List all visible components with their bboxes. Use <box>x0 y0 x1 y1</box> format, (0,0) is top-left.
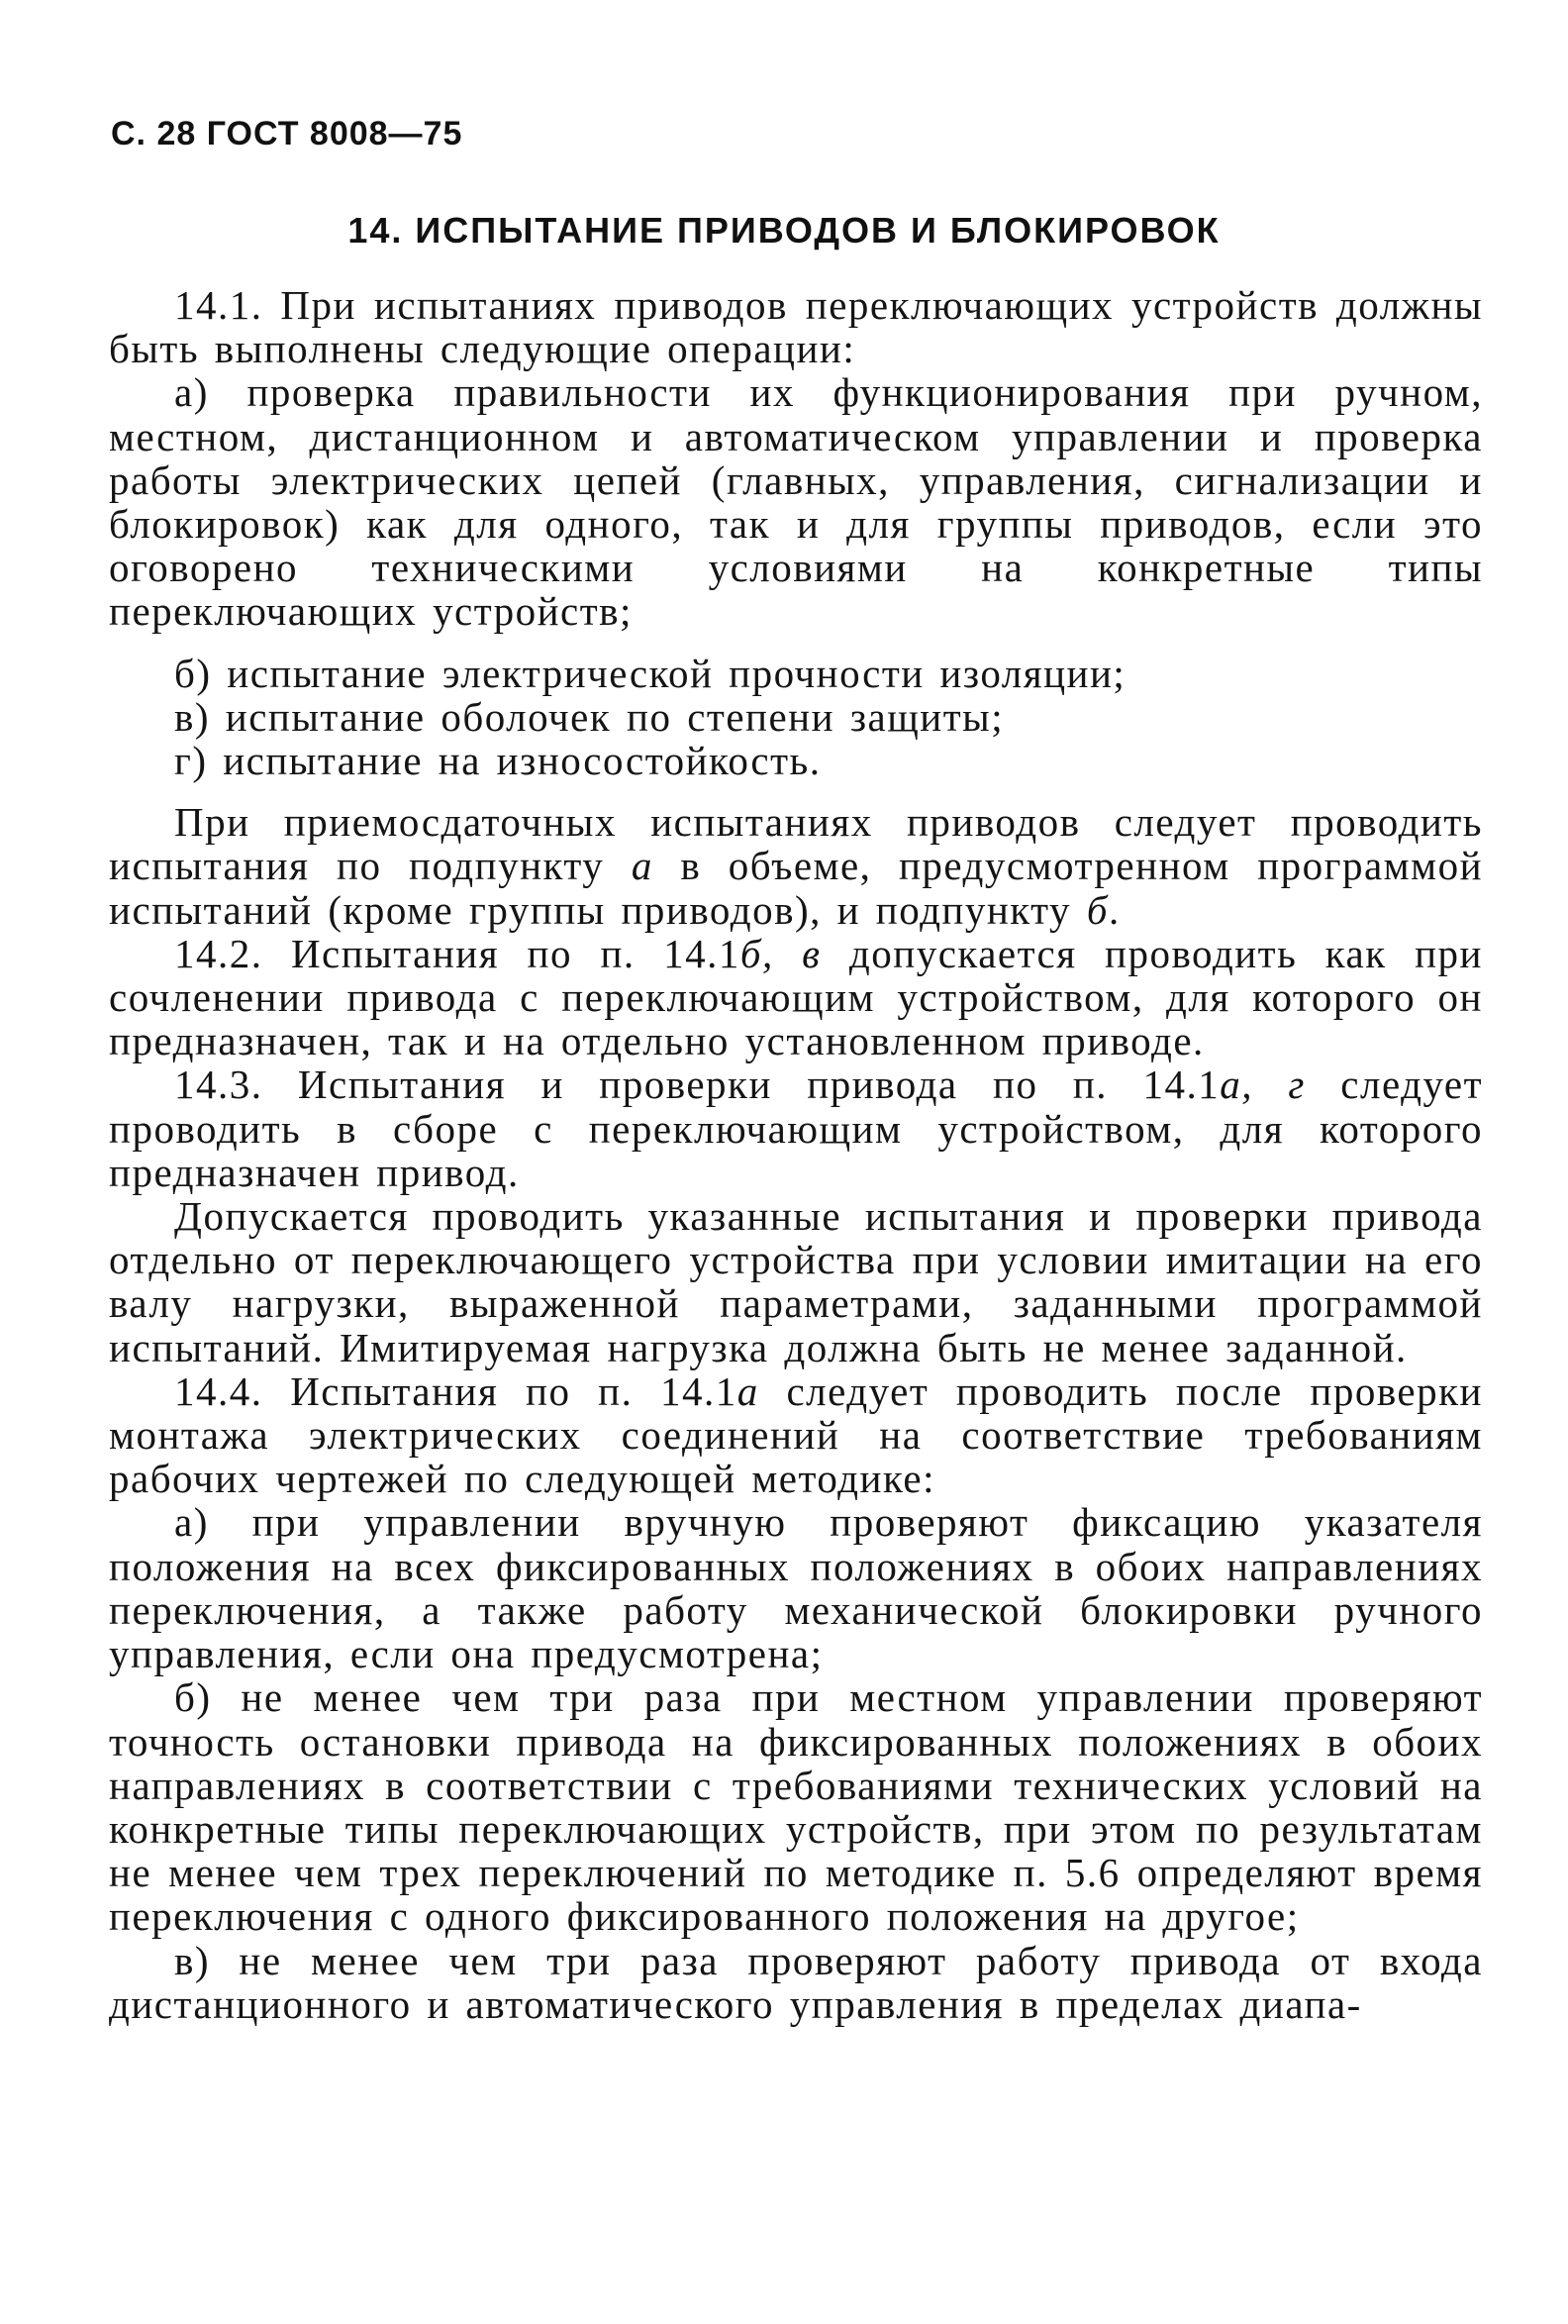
item-14-4-a: а) при управлении вручную проверяют фиксацию указателя положения на всех фиксированных положениях в обоих направлениях переключения, а также работу механической блокировки ручного управления, если она предусмотрена; <box>109 1499 1483 1677</box>
p14-3-text-1: 14.3. Испытания и проверки привода по п. 14.1 <box>174 1061 1221 1108</box>
p14-2-text-1: 14.2. Испытания по п. 14.1 <box>174 930 740 976</box>
acceptance-ref-a: а <box>631 843 653 889</box>
acceptance-text-1: При приемосдаточных испытаниях приводов следует проводить испытания по подпункту <box>109 799 1483 889</box>
paragraph-14-1: 14.1. При испытаниях приводов переключающих устройств должны быть выполнены следующие операции: <box>109 282 1483 372</box>
p14-4-ref: а <box>736 1367 759 1414</box>
acceptance-end: . <box>1108 886 1121 933</box>
item-14-1-b: б) испытание электрической прочности изоляции; <box>174 650 1127 696</box>
paragraph-acceptance-tests <box>109 800 1483 932</box>
page-header: С. 28 ГОСТ 8008—75 <box>111 115 463 152</box>
item-14-4-v: в) не менее чем три раза проверяют работу привода от входа дистанционного и автоматического управления в пределах диапа- <box>109 1937 1483 2027</box>
paragraph-14-4 <box>109 1369 1483 1501</box>
p14-4-text-2: следует проводить после проверки монтажа электрических соединений на соответствие требованиям рабочих чертежей по следующей методике: <box>109 1367 1483 1502</box>
item-14-4-b: б) не менее чем три раза при местном управлении проверяют точность остановки привода на фиксированных положениях в обоих направлениях в соответствии с требованиями технических условий на конкретные типы переключающих устройств, при этом по результатам не менее чем трех переключений по методике п. 5.6 определяют время переключения с одного фиксированного положения на другое; <box>109 1674 1483 1940</box>
item-14-1-g: г) испытание на износостойкость. <box>174 738 822 784</box>
item-14-1-v: в) испытание оболочек по степени защиты; <box>174 693 1005 740</box>
item-14-1-a: а) проверка правильности их функционирования при ручном, местном, дистанционном и автоматическом управлении и проверка работы электрических цепей (главных, управления, сигнализации и блокировок) как для одного, так и для группы приводов, если это оговорено техническими условиями на конкретные типы переключающих устройств; <box>109 369 1483 635</box>
paragraph-14-2 <box>109 932 1483 1063</box>
paragraph-14-3-continued: Допускается проводить указанные испытания и проверки привода отдельно от переключающего устройства при условии имитации на его валу нагрузки, выраженной параметрами, заданными программой испытаний. Имитируемая нагрузка должна быть не менее заданной. <box>109 1193 1483 1370</box>
section-title: 14. ИСПЫТАНИЕ ПРИВОДОВ И БЛОКИРОВОК <box>347 210 1221 251</box>
paragraph-14-3 <box>109 1062 1483 1194</box>
acceptance-text-2: в объеме, предусмотренном программой испытаний (кроме группы приводов), и подпункту <box>109 843 1484 933</box>
p14-3-text-2: следует проводить в сборе с переключающим устройством, для которого предназначен привод. <box>109 1061 1484 1195</box>
p14-4-text-1: 14.4. Испытания по п. 14.1 <box>174 1367 737 1414</box>
p14-2-ref: б, в <box>739 930 822 976</box>
acceptance-ref-b: б <box>1086 886 1109 933</box>
p14-3-ref: а, г <box>1220 1061 1306 1108</box>
body-text <box>109 283 1483 2026</box>
p14-2-text-2: допускается проводить как при сочленении привода с переключающим устройством, для которого он предназначен, так и на отдельно установленном приводе. <box>109 930 1483 1064</box>
